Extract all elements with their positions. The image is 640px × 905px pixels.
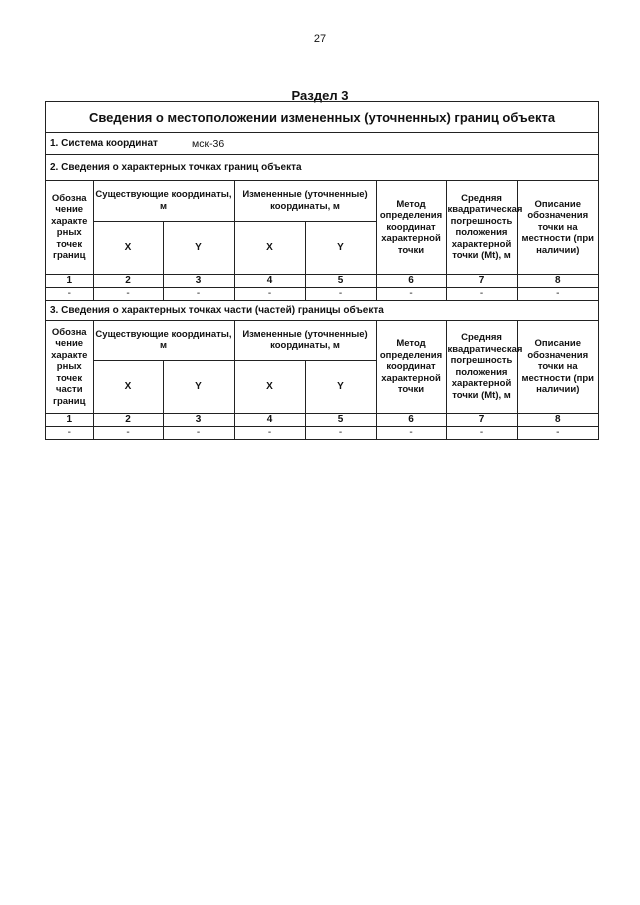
table2-number-row — [46, 414, 598, 427]
table2-x-changed: X — [234, 361, 305, 414]
table2-col-desc: Описание обозначения точки на местности (при наличии) — [517, 321, 598, 414]
table-cell: 4 — [234, 274, 305, 287]
table-cell: - — [446, 287, 517, 300]
table2-col-point: Обозна чение характе рных точек части границ — [46, 321, 93, 414]
table2-col-existing: Существующие координаты, м — [93, 321, 234, 361]
table-cell: 6 — [376, 274, 446, 287]
table-cell: 1 — [46, 274, 93, 287]
table2-y-existing: Y — [163, 361, 234, 414]
table-cell: 5 — [305, 414, 376, 427]
table-cell: - — [163, 287, 234, 300]
table1-y-existing: Y — [163, 221, 234, 274]
table2-col-error: Средняя квадратическая погрешность положения характерной точки (Mt), м — [446, 321, 517, 414]
table-cell: - — [305, 287, 376, 300]
table-cell: 3 — [163, 274, 234, 287]
table-cell: - — [93, 427, 163, 440]
table2-value-row — [46, 427, 598, 440]
table-cell: 4 — [234, 414, 305, 427]
table1-y-changed: Y — [305, 221, 376, 274]
table-cell: - — [234, 427, 305, 440]
table1-col-desc: Описание обозначения точки на местности (при наличии) — [517, 181, 598, 274]
table2-y-changed: Y — [305, 361, 376, 414]
coord-system-value: мск-36 — [192, 137, 225, 150]
table-cell: 7 — [446, 274, 517, 287]
table1-col-method: Метод определения координат характерной точки — [376, 181, 446, 274]
table1-number-row — [46, 274, 598, 287]
table-cell: - — [163, 427, 234, 440]
table2 — [46, 321, 598, 440]
table-cell: 2 — [93, 414, 163, 427]
table-cell: 7 — [446, 414, 517, 427]
table-cell: 8 — [517, 414, 598, 427]
table2-x-existing: X — [93, 361, 163, 414]
table-cell: 1 — [46, 414, 93, 427]
table1-col-error: Средняя квадратическая погрешность положения характерной точки (Mt), м — [446, 181, 517, 274]
table-cell: 5 — [305, 274, 376, 287]
table-cell: - — [376, 427, 446, 440]
table1-col-changed: Измененные (уточненные) координаты, м — [234, 181, 376, 221]
table-cell: 6 — [376, 414, 446, 427]
doc-title: Сведения о местоположении измененных (уточненных) границ объекта — [46, 102, 598, 133]
table-cell: - — [93, 287, 163, 300]
table2-col-changed: Измененные (уточненные) координаты, м — [234, 321, 376, 361]
table1-heading: 2. Сведения о характерных точках границ объекта — [46, 155, 598, 181]
table2-col-method: Метод определения координат характерной точки — [376, 321, 446, 414]
table1-x-existing: X — [93, 221, 163, 274]
table1-col-point: Обозна чение характе рных точек границ — [46, 181, 93, 274]
page-number: 27 — [313, 33, 327, 45]
table-cell: 3 — [163, 414, 234, 427]
table-cell: 8 — [517, 274, 598, 287]
table1 — [46, 181, 598, 301]
table-cell: - — [46, 427, 93, 440]
table-cell: - — [376, 287, 446, 300]
table1-value-row — [46, 287, 598, 300]
table2-heading: 3. Сведения о характерных точках части (частей) границы объекта — [46, 301, 598, 321]
table1-x-changed: X — [234, 221, 305, 274]
coord-system-label: 1. Система координат — [50, 138, 158, 149]
table-cell: - — [46, 287, 93, 300]
section-title: Раздел 3 — [291, 88, 349, 103]
table-cell: - — [517, 427, 598, 440]
table-cell: 2 — [93, 274, 163, 287]
table-cell: - — [305, 427, 376, 440]
table1-col-existing: Существующие координаты, м — [93, 181, 234, 221]
table-cell: - — [446, 427, 517, 440]
table-cell: - — [234, 287, 305, 300]
table-cell: - — [517, 287, 598, 300]
section-form — [45, 101, 599, 440]
coord-system-row — [46, 133, 598, 155]
